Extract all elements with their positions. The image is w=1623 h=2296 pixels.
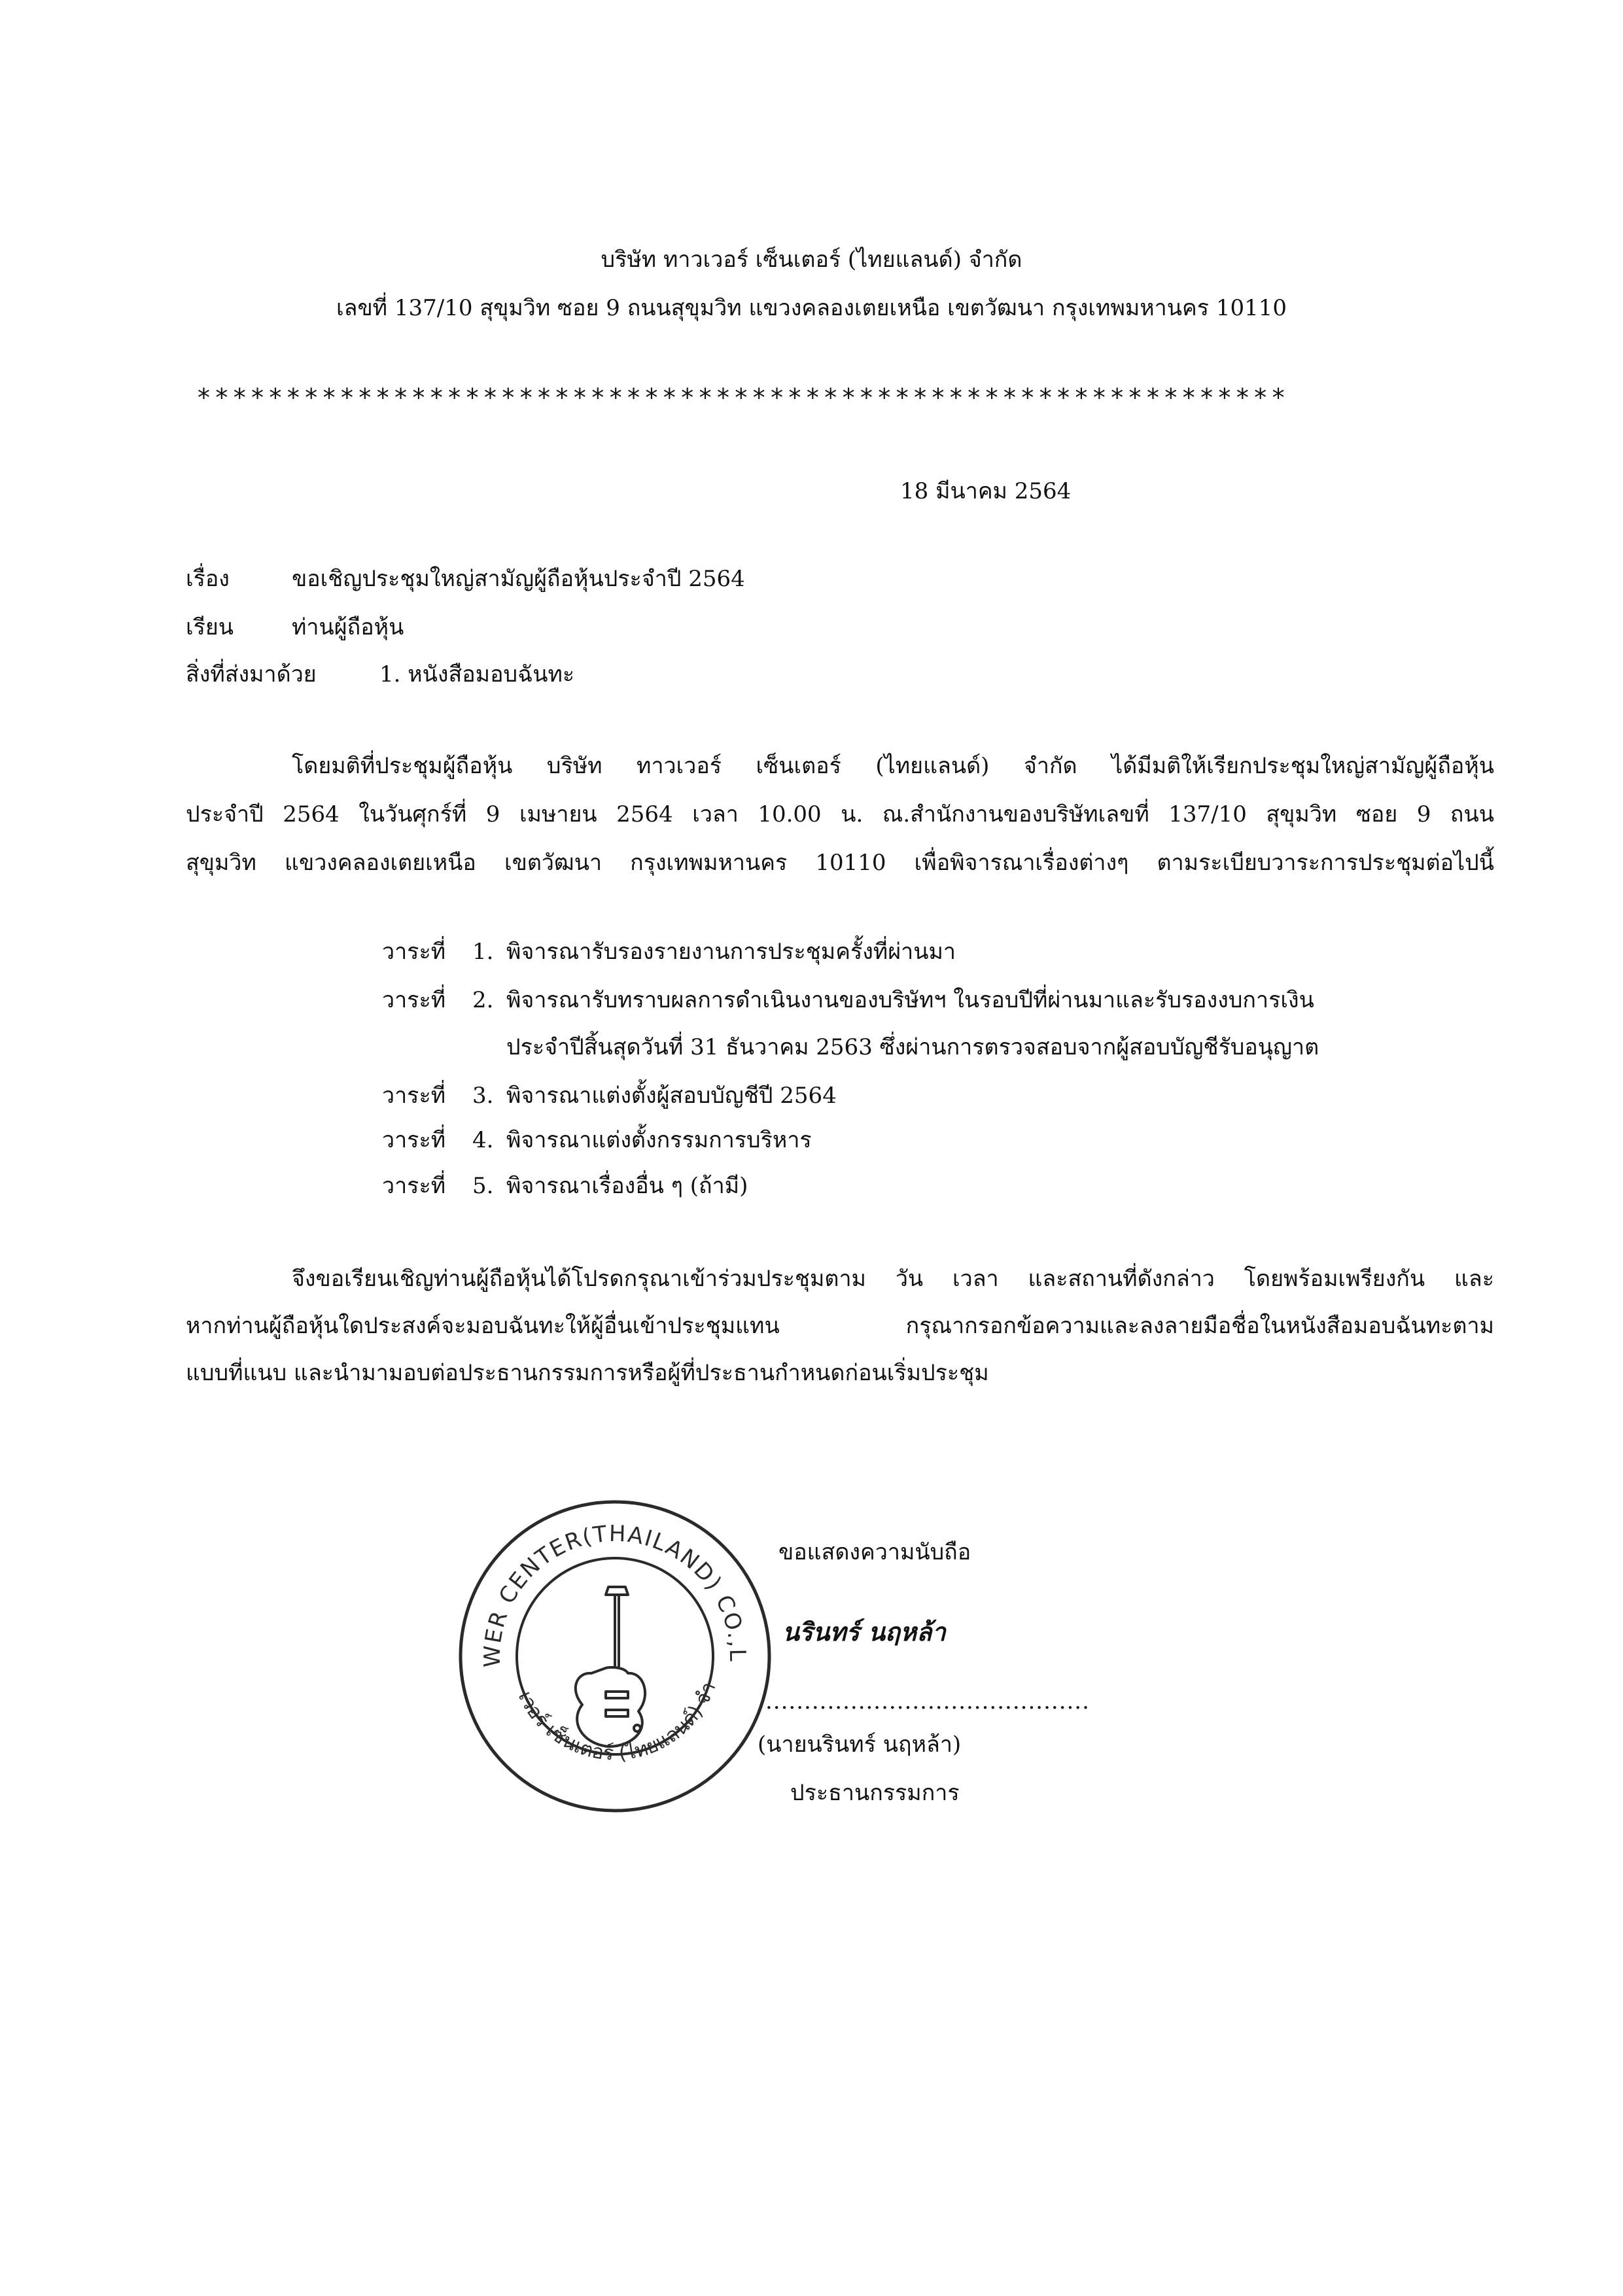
agenda-label: วาระที่ [382,939,446,965]
agenda-text: พิจารณาแต่งตั้งกรรมการบริหาร [506,1127,812,1153]
agenda-label: วาระที่ [382,987,446,1013]
signature-line: .......................................... [765,1688,1090,1714]
signer-name: (นายนรินทร์ นฤหล้า) [758,1731,962,1758]
subject-label: เรื่อง [186,566,230,592]
body-line: หากท่านผู้ถือหุ้นใดประสงค์จะมอบฉันทะให้ผู้อื่นเข้าประชุมแทน กรุณากรอกข้อความและลงลายมือชื่อในหนังสือมอบฉันทะตาม [186,1313,1494,1339]
company-address: เลขที่ 137/10 สุขุมวิท ซอย 9 ถนนสุขุมวิท แขวงคลองเตยเหนือ เขตวัฒนา กรุงเทพมหานคร 10110 [336,295,1287,321]
enclosure-label: สิ่งที่ส่งมาด้วย [186,661,317,687]
body-line: แบบที่แนบ และนำมามอบต่อประธานกรรมการหรือผู้ที่ประธานกำหนดก่อนเริ่มประชุม [186,1360,989,1386]
agenda-text: พิจารณาแต่งตั้งผู้สอบบัญชีปี 2564 [506,1083,837,1109]
company-stamp [454,1495,776,1817]
agenda-num: 5. [472,1173,494,1199]
agenda-text: พิจารณารับรองรายงานการประชุมครั้งที่ผ่านมา [506,939,956,965]
letter-date: 18 มีนาคม 2564 [900,478,1072,504]
agenda-text-continued: ประจำปีสิ้นสุดวันที่ 31 ธันวาคม 2563 ซึ่งผ่านการตรวจสอบจากผู้สอบบัญชีรับอนุญาต [506,1034,1319,1060]
agenda-label: วาระที่ [382,1127,446,1153]
agenda-label: วาระที่ [382,1083,446,1109]
handwritten-signature: นรินทร์ นฤหล้า [782,1618,946,1646]
agenda-num: 4. [472,1127,494,1153]
agenda-text: พิจารณาเรื่องอื่น ๆ (ถ้ามี) [506,1173,748,1199]
subject-text: ขอเชิญประชุมใหญ่สามัญผู้ถือหุ้นประจำปี 2564 [292,566,745,592]
svg-text:TOWER CENTER(THAILAND) CO.,LTD: WER CENTER(THAILAND) CO.,L [479,1520,751,1668]
agenda-num: 2. [472,987,494,1013]
body-line: จึงขอเรียนเชิญท่านผู้ถือหุ้นได้โปรดกรุณาเข้าร่วมประชุมตาม วัน เวลา และสถานที่ดังกล่าว โดยพร้อมเพรียงกัน และ [292,1266,1494,1292]
agenda-num: 1. [472,939,494,965]
to-text: ท่านผู้ถือหุ้น [292,614,404,640]
closing-text: ขอแสดงความนับถือ [778,1539,971,1565]
agenda-text: พิจารณารับทราบผลการดำเนินงานของบริษัทฯ ในรอบปีที่ผ่านมาและรับรองงบการเงิน [506,987,1314,1013]
body-line: โดยมติที่ประชุมผู้ถือหุ้น บริษัท ทาวเวอร์ เซ็นเตอร์ (ไทยแลนด์) จำกัด ได้มีมติให้เรียกประชุมใหญ่สามัญผู้ถือหุ้น [292,753,1494,779]
enclosure-text: 1. หนังสือมอบฉันทะ [379,661,575,687]
body-line: สุขุมวิท แขวงคลองเตยเหนือ เขตวัฒนา กรุงเทพมหานคร 10110 เพื่อพิจารณาเรื่องต่างๆ ตามระเบียบวาระการประชุมต่อไปนี้ [186,850,1494,876]
signer-title: ประธานกรรมการ [790,1780,960,1806]
stamp-seal-icon [454,1495,776,1817]
divider: ************************************************************* [196,383,1289,412]
agenda-num: 3. [472,1083,494,1109]
body-line: ประจำปี 2564 ในวันศุกร์ที่ 9 เมษายน 2564 เวลา 10.00 น. ณ.สำนักงานของบริษัทเลขที่ 137/10 สุขุมวิท ซอย 9 ถนน [186,801,1494,827]
company-name: บริษัท ทาวเวอร์ เซ็นเตอร์ (ไทยแลนด์) จำกัด [601,247,1022,273]
svg-text:ทาวเวอร์ เซ็นเตอร์ (ไทยแลนด์): เวอร์ เซ็นเตอร์ (ไทยแลนด์) จำ [513,1679,721,1765]
agenda-label: วาระที่ [382,1173,446,1199]
to-label: เรียน [186,614,234,640]
